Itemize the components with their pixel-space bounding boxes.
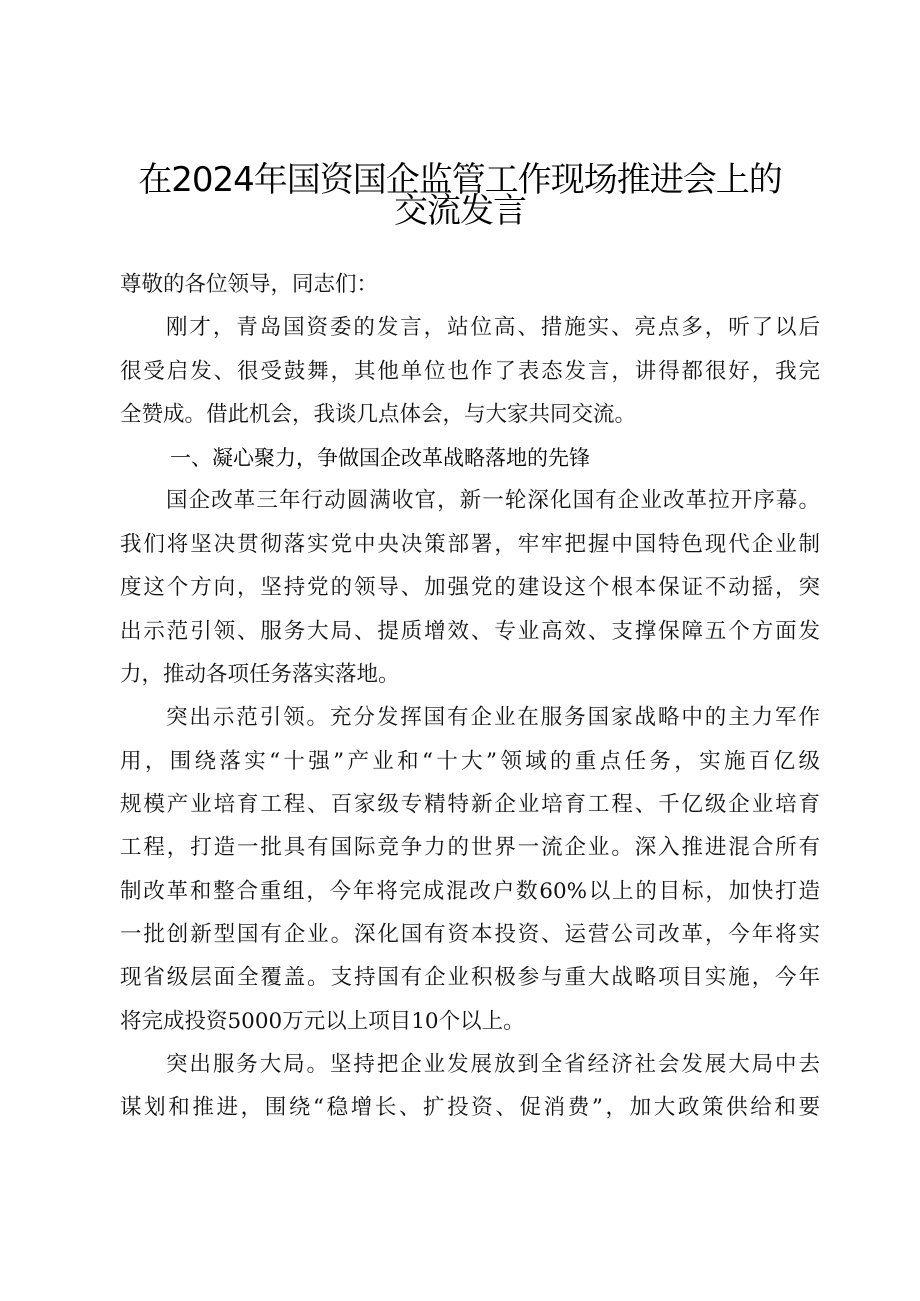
paragraph-2-line-5: 力，推动各项任务落实落地。 [120,662,400,687]
paragraph-2-line-3: 度这个方向，坚持党的领导、加强党的建设这个根本保证不动摇，突 [120,575,820,600]
paragraph-1-line-2: 很受启发、很受鼓舞，其他单位也作了表态发言，讲得都很好，我完 [120,359,820,384]
paragraph-4-line-2: 谋划和推进，围绕“稳增长、扩投资、促消费”，加大政策供给和要 [120,1095,820,1120]
document-title-line-2: 交流发言 [394,191,526,231]
paragraph-3-line-3: 规模产业培育工程、百家级专精特新企业培育工程、千亿级企业培育 [120,792,820,817]
paragraph-3-line-7: 现省级层面全覆盖。支持国有企业积极参与重大战略项目实施，今年 [120,965,820,990]
document-title-line-1: 在2024年国资国企监管工作现场推进会上的 [138,160,782,200]
salutation: 尊敬的各位领导，同志们： [120,272,379,297]
paragraph-3-line-5: 制改革和整合重组，今年将完成混改户数60%以上的目标，加快打造 [120,879,820,904]
paragraph-3-line-2: 用，围绕落实“十强”产业和“十大”领域的重点任务，实施百亿级 [120,749,820,774]
section-heading-1: 一、凝心聚力，争做国企改革战略落地的先锋 [170,446,590,470]
paragraph-2-line-1: 国企改革三年行动圆满收官，新一轮深化国有企业改革拉开序幕。 [166,488,820,513]
paragraph-1-line-1: 刚才，青岛国资委的发言，站位高、措施实、亮点多，听了以后 [166,315,820,340]
paragraph-2-line-2: 我们将坚决贯彻落实党中央决策部署，牢牢把握中国特色现代企业制 [120,532,820,557]
paragraph-3-line-8: 将完成投资5000万元以上项目10个以上。 [120,1009,525,1034]
paragraph-2-line-4: 出示范引领、服务大局、提质增效、专业高效、支撑保障五个方面发 [120,619,820,644]
paragraph-3-line-1: 突出示范引领。充分发挥国有企业在服务国家战略中的主力军作 [166,705,820,730]
paragraph-3-line-6: 一批创新型国有企业。深化国有资本投资、运营公司改革，今年将实 [120,922,820,947]
paragraph-1-line-3: 全赞成。借此机会，我谈几点体会，与大家共同交流。 [120,402,637,427]
paragraph-4-line-1: 突出服务大局。坚持把企业发展放到全省经济社会发展大局中去 [166,1052,820,1077]
paragraph-3-line-4: 工程，打造一批具有国际竞争力的世界一流企业。深入推进混合所有 [120,835,820,860]
